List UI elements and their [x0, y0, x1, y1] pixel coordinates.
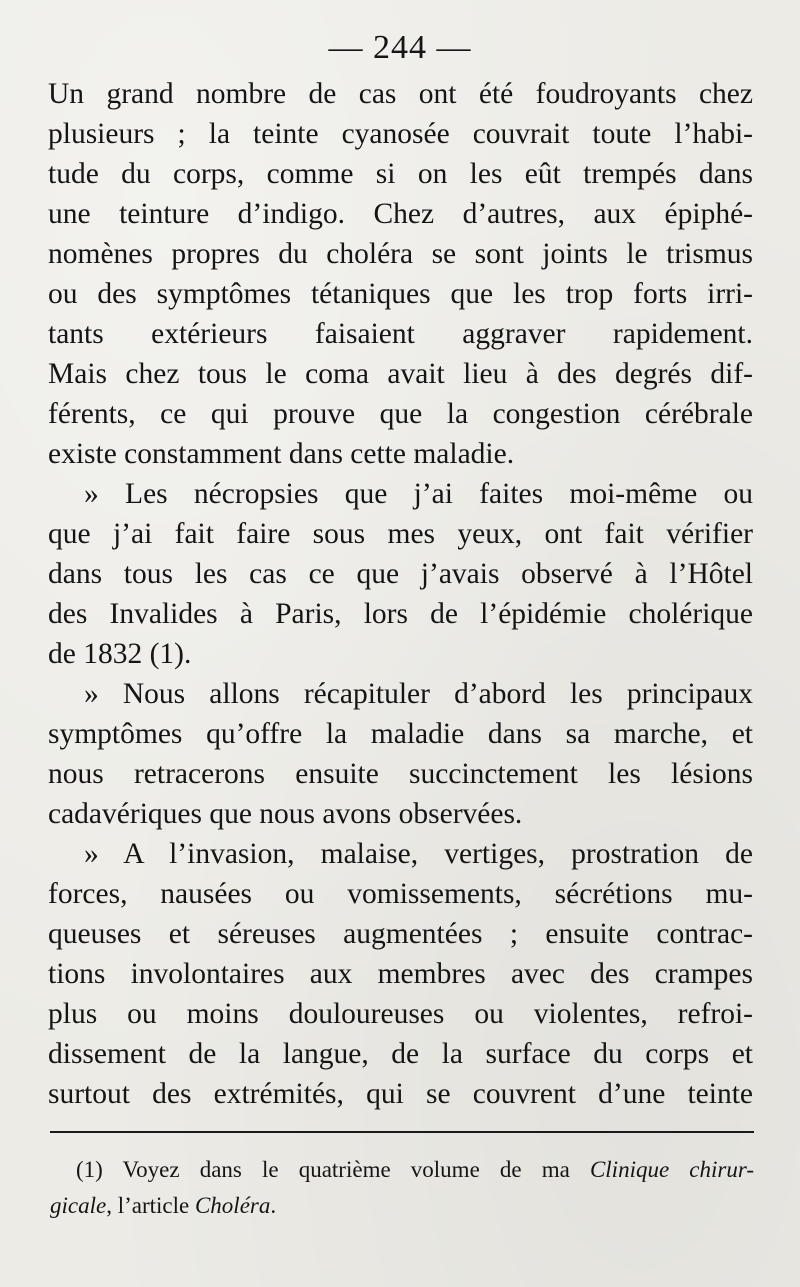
footnote-line: [50, 1152, 754, 1188]
text-line: dans tous les cas ce que j’avais observé à l’Hôtel: [48, 558, 753, 590]
text-line: Mais chez tous le coma avait lieu à des degrés dif-: [48, 358, 753, 390]
text-line: queuses et séreuses augmentées ; ensuite contrac-: [48, 918, 753, 950]
paragraph-start-line: » A l’invasion, malaise, vertiges, prostration de: [84, 838, 753, 870]
text-line: plus ou moins douloureuses ou violentes, refroi-: [48, 998, 753, 1030]
text-line: tants extérieurs faisaient aggraver rapidement.: [48, 318, 753, 350]
footnote: [50, 1152, 754, 1224]
footnote-italic-title: gicale: [50, 1193, 107, 1218]
footnote-italic-article: Choléra: [194, 1193, 271, 1218]
page-number: — 244 —: [328, 29, 472, 66]
paragraph-start-line: » Les nécropsies que j’ai faites moi-même ou: [84, 478, 753, 510]
paragraph-start-line: » Nous allons récapituler d’abord les principaux: [84, 678, 753, 710]
text-line: plusieurs ; la teinte cyanosée couvrait toute l’habi-: [48, 118, 753, 150]
text-line: surtout des extrémités, qui se couvrent d’une teinte: [48, 1078, 753, 1110]
footnote-text: , l’article: [106, 1193, 195, 1218]
text-line: que j’ai fait faire sous mes yeux, ont fait vérifier: [48, 518, 753, 550]
text-line: Un grand nombre de cas ont été foudroyants chez: [48, 78, 753, 110]
text-line: forces, nausées ou vomissements, sécrétions mu-: [48, 878, 753, 910]
footnote-italic-title: Clinique chirur-: [589, 1157, 754, 1182]
text-line: férents, ce qui prouve que la congestion cérébrale: [48, 398, 753, 430]
text-line: nomènes propres du choléra se sont joints le trismus: [48, 238, 753, 270]
text-line: ou des symptômes tétaniques que les trop forts irri-: [48, 278, 753, 310]
text-line: cadavériques que nous avons observées.: [48, 798, 523, 830]
footnote-text: (1) Voyez dans le quatrième volume de ma: [76, 1157, 590, 1182]
footnote-divider: [50, 1131, 754, 1133]
text-line: dissement de la langue, de la surface du corps et: [48, 1038, 753, 1070]
text-line: tude du corps, comme si on les eût trempés dans: [48, 158, 753, 190]
text-line: tions involontaires aux membres avec des crampes: [48, 958, 753, 990]
footnote-text: .: [270, 1193, 277, 1218]
text-line: une teinture d’indigo. Chez d’autres, aux épiphé-: [48, 198, 753, 230]
text-line: symptômes qu’offre la maladie dans sa marche, et: [48, 718, 753, 750]
text-line: de 1832 (1).: [48, 638, 192, 670]
body-text: [48, 74, 753, 1114]
text-line: des Invalides à Paris, lors de l’épidémie cholérique: [48, 598, 753, 630]
text-line: existe constamment dans cette maladie.: [48, 438, 515, 470]
footnote-line: [50, 1188, 754, 1224]
text-line: nous retracerons ensuite succinctement les lésions: [48, 758, 753, 790]
